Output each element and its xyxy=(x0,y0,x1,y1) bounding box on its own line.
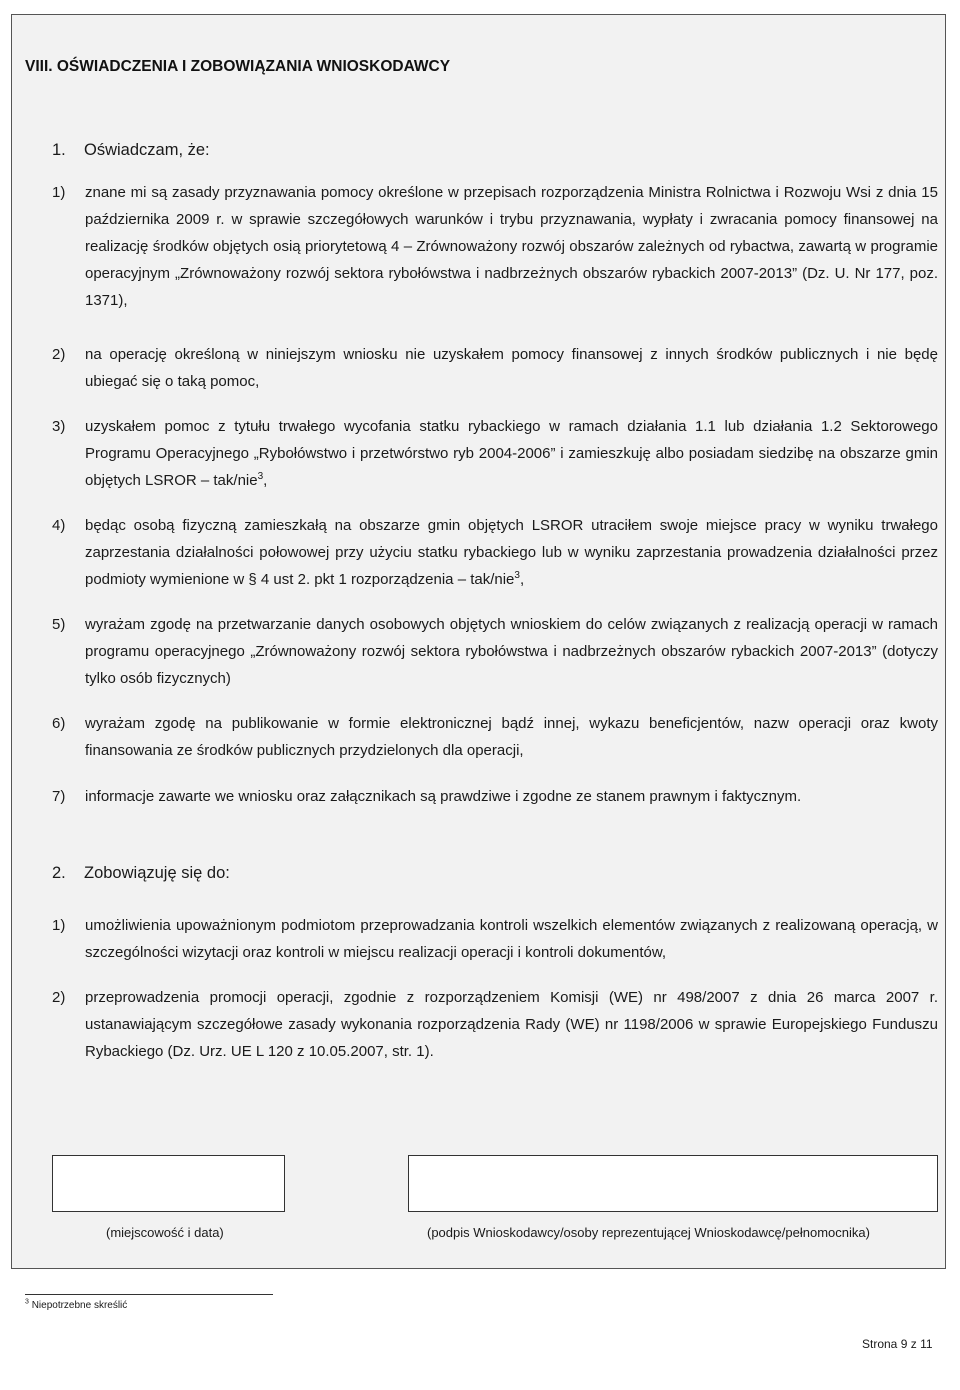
section-title: VIII. OŚWIADCZENIA I ZOBOWIĄZANIA WNIOSKODAWCY xyxy=(25,58,451,75)
obligation-item-2: 2) przeprowadzenia promocji operacji, zgodnie z rozporządzeniem Komisji (WE) nr 498/2007 z dnia 26 marca 2007 r. ustanawiającym szczegółowe zasady wykonania rozporządzenia Rady (WE) nr 1198/2006 w sprawie Europejskiego Funduszu Rybackiego (Dz. Urz. UE L 120 z 10.05.2007, str. 1). xyxy=(52,989,938,1060)
part1-title: Oświadczam, że: xyxy=(84,141,210,159)
statement-item-2: 2) na operację określoną w niniejszym wniosku nie uzyskałem pomocy finansowej z innych środków publicznych i nie będę ubiegać się o taką pomoc, xyxy=(52,346,938,390)
part1-heading xyxy=(52,141,210,160)
statement-item-3: 3) uzyskałem pomoc z tytułu trwałego wycofania statku rybackiego w ramach działania 1.1 lub działania 1.2 Sektorowego Programu Operacyjnego „Rybołówstwo i przetwórstwo ryb 2004-2006” i zamieszkuję albo posiadam siedzibę na obszarze gmin objętych LSROR – tak/nie$^3$, xyxy=(52,418,938,489)
statement-item-1: 1) znane mi są zasady przyznawania pomocy określone w przepisach rozporządzenia Ministra Rolnictwa i Rozwoju Wsi z dnia 15 października 2009 r. w sprawie szczegółowych warunków i trybu przyznawania, wypłaty i zwracania pomocy finansowej na realizację środków objętych osią priorytetową 4 – Zrównoważony rozwój obszarów zależnych od rybactwa, zawartą w programie operacyjnym „Zrównoważony rozwój sektora rybołówstwa i nadbrzeżnych obszarów rybackich 2007-2013” (Dz. U. Nr 177, poz. 1371), xyxy=(52,184,938,309)
statement-item-5: 5) wyrażam zgodę na przetwarzanie danych osobowych objętych wnioskiem do celów związanych z realizacją operacji w ramach programu operacyjnego „Zrównoważony rozwój sektora rybołówstwa i nadbrzeżnych obszarów rybackich 2007-2013” (dotyczy tylko osób fizycznych) xyxy=(52,616,938,687)
footnote: $^3$ Niepotrzebne skreślić xyxy=(25,1298,128,1311)
page-number: Strona 9 z 11 xyxy=(862,1337,933,1351)
statement-item-4: 4) będąc osobą fizyczną zamieszkałą na obszarze gmin objętych LSROR utraciłem swoje miejsce pracy w wyniku trwałego zaprzestania działalności połowowej przy użyciu statku rybackiego lub w wyniku zaprzestania prowadzenia działalności przez podmioty wymienione w § 4 ust 2. pkt 1 rozporządzenia – tak/nie$^3$, xyxy=(52,517,938,588)
part2-title: Zobowiązuję się do: xyxy=(84,864,230,882)
signature-field[interactable] xyxy=(408,1155,938,1212)
footnote-divider xyxy=(25,1294,273,1295)
place-date-caption: (miejscowość i data) xyxy=(106,1225,224,1240)
statement-item-6: 6) wyrażam zgodę na publikowanie w formie elektronicznej bądź innej, wykazu beneficjentów, nazw operacji oraz kwoty finansowania ze środków publicznych przydzielonych dla operacji, xyxy=(52,715,938,759)
footnote-ref: 3 xyxy=(257,471,264,482)
place-date-field[interactable] xyxy=(52,1155,285,1212)
signature-caption: (podpis Wnioskodawcy/osoby reprezentującej Wnioskodawcę/pełnomocnika) xyxy=(427,1225,870,1240)
part1-number: 1. xyxy=(52,141,66,159)
footnote-ref: 3 xyxy=(514,570,520,581)
statement-item-7: 7) informacje zawarte we wniosku oraz załącznikach są prawdziwe i zgodne ze stanem prawnym i faktycznym. xyxy=(52,788,802,805)
obligation-item-1: 1) umożliwienia upoważnionym podmiotom przeprowadzania kontroli wszelkich elementów związanych z realizowaną operacją, w szczególności wizytacji oraz kontroli w miejscu realizacji operacji i kontroli dokumentów, xyxy=(52,917,938,961)
part2-number: 2. xyxy=(52,864,66,882)
part2-heading xyxy=(52,864,230,883)
